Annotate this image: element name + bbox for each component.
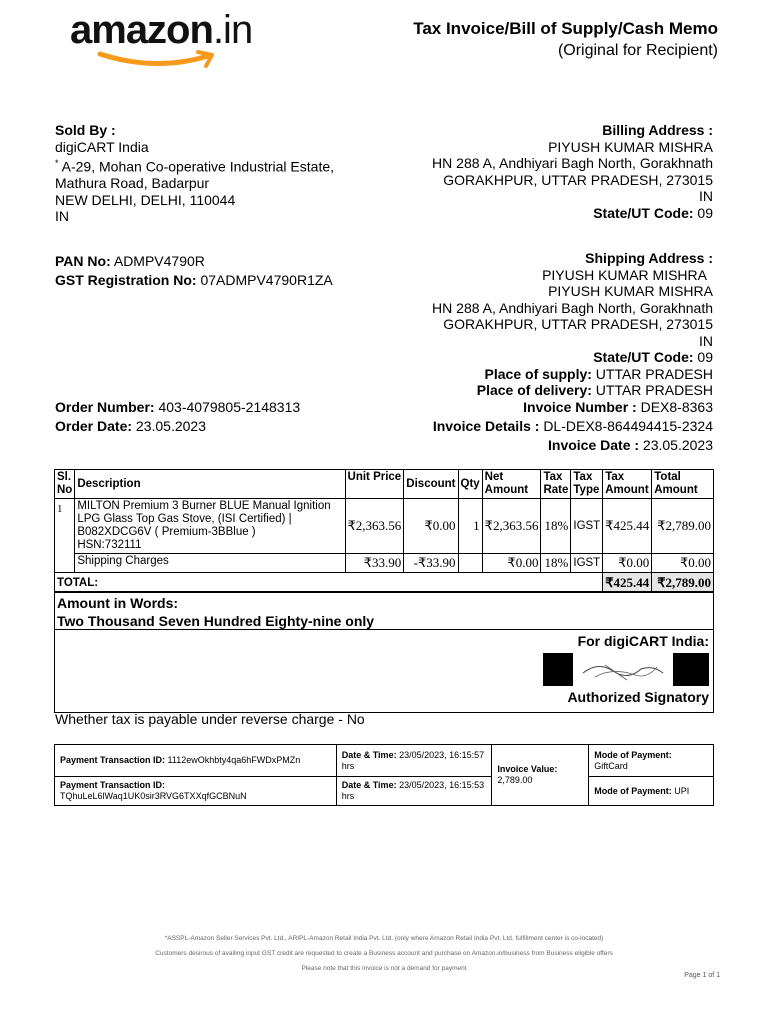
header-total-amount: Total Amount (652, 470, 714, 499)
item-hsn: HSN:732111 (77, 539, 142, 551)
shipping-address-1: HN 288 A, Andhiyari Bagh North, Gorakhnath (432, 299, 713, 316)
signatory-for: For digiCART India: (577, 633, 709, 649)
table-row (55, 499, 714, 554)
payment-datetime-2: Date & Time: 23/05/2023, 16:15:53 hrs (336, 777, 492, 806)
total-tax-amount: ₹425.44 (603, 573, 652, 593)
shipping-qty (458, 554, 482, 573)
page-number: Page 1 of 1 (684, 972, 720, 979)
header-tax-rate: Tax Rate (541, 470, 571, 499)
sold-by-label: Sold By : (55, 122, 116, 138)
header-sl: Sl. No (55, 470, 75, 499)
signatory-section (55, 630, 713, 712)
header-unit-price: Unit Price (345, 470, 404, 499)
item-unit-price: ₹2,363.56 (345, 499, 404, 554)
payment-mode-1: Mode of Payment: GiftCard (589, 745, 714, 777)
header-tax-amount: Tax Amount (603, 470, 652, 499)
footer-line-3: Please note that this invoice is not a demand for payment (301, 965, 467, 972)
header-tax-type: Tax Type (571, 470, 603, 499)
gst-number: GST Registration No: 07ADMPV4790R1ZA (55, 272, 333, 288)
invoice-title-block (413, 18, 718, 61)
footer-line-1: *ASSPL-Amazon Seller Services Pvt. Ltd., ARIPL-Amazon Retail India Pvt. Ltd. (only where Amazon Retail India Pvt. Ltd. fulfillment center is co-located) (164, 935, 604, 942)
signature-image (543, 653, 709, 686)
items-table (54, 469, 714, 593)
invoice-details: Invoice Details : DL-DEX8-864494415-2324 (432, 418, 713, 434)
item-net-amount: ₹2,363.56 (482, 499, 541, 554)
invoice-title: Tax Invoice/Bill of Supply/Cash Memo (413, 19, 718, 38)
shipping-net-amount: ₹0.00 (482, 554, 541, 573)
header-net-amount: Net Amount (482, 470, 541, 499)
shipping-total-amount: ₹0.00 (652, 554, 714, 573)
order-block (55, 398, 300, 436)
item-discount: ₹0.00 (404, 499, 458, 554)
shipping-name-2: PIYUSH KUMAR MISHRA (548, 283, 713, 299)
invoice-date: Invoice Date : 23.05.2023 (548, 437, 713, 453)
payment-txn-2: Payment Transaction ID: TQhuLeL6lWaq1UK0sir3RVG6TXXqfGCBNuN (55, 777, 337, 806)
seller-name: digiCART India (55, 138, 149, 155)
billing-country: IN (699, 188, 713, 204)
payment-datetime-1: Date & Time: 23/05/2023, 16:15:57 hrs (336, 745, 492, 777)
amount-in-words: Amount in Words: Two Thousand Seven Hundred Eighty-nine only (55, 592, 713, 630)
payment-txn-1: Payment Transaction ID: 1112ewOkhbty4qa6hFWDxPMZn (55, 745, 337, 777)
shipping-address-block (432, 250, 713, 399)
amazon-smile-icon (96, 50, 226, 68)
shipping-tax-amount: ₹0.00 (603, 554, 652, 573)
order-date: Order Date: 23.05.2023 (55, 418, 206, 434)
billing-address-1: HN 288 A, Andhiyari Bagh North, Gorakhnath (432, 155, 713, 171)
shipping-state-code: State/UT Code: 09 (593, 349, 713, 365)
billing-address-block (432, 122, 713, 221)
place-of-supply: Place of supply: UTTAR PRADESH (484, 365, 713, 382)
item-tax-rate: 18% (541, 499, 571, 554)
item-sl: 1 (55, 499, 75, 573)
item-tax-amount: ₹425.44 (603, 499, 652, 554)
shipping-discount: -₹33.90 (404, 554, 458, 573)
billing-label: Billing Address : (602, 122, 713, 138)
billing-state-code: State/UT Code: 09 (593, 204, 713, 221)
shipping-unit-price: ₹33.90 (345, 554, 404, 573)
seller-address-2: Mathura Road, Badarpur (55, 175, 210, 192)
authorized-signatory: Authorized Signatory (567, 689, 709, 705)
total-label: TOTAL: (55, 573, 603, 593)
payment-table (54, 744, 714, 806)
invoice-subtitle: (Original for Recipient) (557, 42, 718, 59)
footer-line-2: Customers desirous of availing input GST credit are requested to create a Business account and purchase on Amazon.in/business from Business eligible offers (155, 950, 613, 957)
invoice-block (433, 398, 713, 455)
seller-block (55, 122, 334, 225)
payment-row (55, 777, 714, 806)
total-amount: ₹2,789.00 (652, 573, 714, 593)
header-discount: Discount (404, 470, 458, 499)
item-qty: 1 (458, 499, 482, 554)
shipping-address-2: GORAKHPUR, UTTAR PRADESH, 273015 (443, 316, 713, 332)
items-header-row (55, 470, 714, 499)
table-row (55, 554, 714, 573)
item-total-amount: ₹2,789.00 (652, 499, 714, 554)
order-number: Order Number: 403-4079805-2148313 (55, 399, 301, 415)
header-description: Description (75, 470, 345, 499)
amount-words-box (54, 591, 714, 713)
billing-address-2: GORAKHPUR, UTTAR PRADESH, 273015 (443, 171, 713, 188)
place-of-delivery: Place of delivery: UTTAR PRADESH (476, 382, 713, 398)
seller-tax-ids (55, 252, 333, 290)
amazon-logo (70, 8, 290, 70)
shipping-tax-rate: 18% (541, 554, 571, 573)
logo-wordmark: amazon.in (70, 8, 253, 52)
billing-name: PIYUSH KUMAR MISHRA (548, 138, 713, 155)
shipping-description: Shipping Charges (75, 554, 345, 573)
shipping-country: IN (699, 332, 713, 349)
totals-row (55, 573, 714, 593)
seller-country: IN (55, 208, 69, 225)
seller-address-3: NEW DELHI, DELHI, 110044 (55, 191, 236, 208)
shipping-name-1: PIYUSH KUMAR MISHRA (542, 266, 707, 283)
item-description: MILTON Premium 3 Burner BLUE Manual Ignition LPG Glass Top Gas Stove, (ISI Certified) | B082XDCG6V ( Premium-3BBlue ) HSN:732111 (75, 499, 345, 554)
payment-row (55, 745, 714, 777)
invoice-number: Invoice Number : DEX8-8363 (523, 399, 713, 415)
pan-number: PAN No: ADMPV4790R (55, 253, 205, 269)
header-qty: Qty (458, 470, 482, 499)
payment-mode-2: Mode of Payment: UPI (589, 777, 714, 806)
seller-address-1: * A-29, Mohan Co-operative Industrial Estate, (55, 158, 335, 175)
reverse-charge-note: Whether tax is payable under reverse charge - No (55, 711, 365, 727)
shipping-tax-type: IGST (571, 554, 603, 573)
shipping-label: Shipping Address : (585, 250, 713, 266)
item-tax-type: IGST (571, 499, 603, 554)
invoice-value: Invoice Value: 2,789.00 (492, 745, 589, 806)
